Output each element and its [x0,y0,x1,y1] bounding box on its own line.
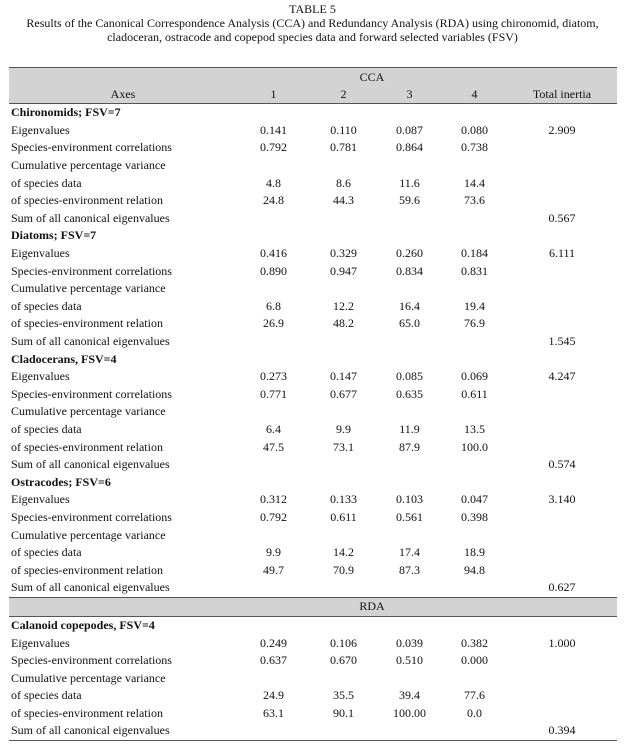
empty-cell [237,280,310,298]
group-4-correlations-row [9,509,617,527]
group-3-correlations-row [9,386,617,404]
empty-cell [310,104,377,122]
group-2-correlations-row [9,262,617,280]
group-4-species-data-row [9,544,617,562]
group-5-relation-row [9,705,617,723]
group-1-species-data-axis-3-value: 11.6 [399,175,420,190]
group-2-cumulative-label: Cumulative percentage variance [11,281,166,296]
group-2-relation-row [9,315,617,333]
group-5-species-data-axis-2-value: 35.5 [333,688,354,703]
group-4-species-data-axis-3-value: 17.4 [399,545,420,560]
empty-cell [377,350,442,368]
empty-cell [377,403,442,421]
group-2-relation-axis-3-value: 65.0 [399,316,420,331]
group-2-eigenvalues-axis-1-value: 0.416 [260,246,287,261]
group-2-relation-label: of species-environment relation [11,316,163,331]
empty-cell [237,104,310,122]
band-spacer [507,68,617,87]
group-1-species-data-label: of species data [11,175,82,190]
table-caption [0,0,625,44]
group-2-eigenvalues-total-value: 6.111 [548,246,576,261]
group-3-relation-label: of species-environment relation [11,439,163,454]
group-5-species-data-axis-4-value: 77.6 [464,688,485,703]
group-3-relation-row [9,438,617,456]
empty-cell [507,473,617,491]
group-4-sum-label: Sum of all canonical eigenvalues [11,580,170,595]
group-2-eigenvalues-axis-4-value: 0.184 [461,246,488,261]
group-5-correlations-row [9,652,617,670]
group-1-species-data-row [9,174,617,192]
axis-4-header: 4 [442,86,507,104]
empty-cell [507,298,617,316]
empty-cell [310,157,377,175]
group-2-sum-value: 1.545 [548,334,576,349]
empty-cell [237,403,310,421]
empty-cell [377,669,442,687]
cca-band-row [9,68,617,87]
group-5-correlations-axis-3-value: 0.510 [396,653,423,668]
group-3-correlations-axis-1-value: 0.771 [260,386,287,401]
empty-cell [507,561,617,579]
empty-cell [442,210,507,228]
empty-cell [310,616,377,634]
empty-cell [507,616,617,634]
group-3-relation-axis-2-value: 73.1 [333,439,354,454]
group-5-eigenvalues-total-value: 1.000 [548,635,576,650]
group-4-correlations-label: Species-environment correlations [11,509,172,524]
group-2-relation-axis-1-value: 26.9 [263,316,284,331]
group-1-correlations-row [9,139,617,157]
group-3-species-data-label: of species data [11,421,82,436]
empty-cell [377,526,442,544]
group-3-sum-row [9,456,617,474]
axes-header: Axes [9,86,237,104]
group-1-sum-label: Sum of all canonical eigenvalues [11,210,170,225]
group-5-relation-axis-2-value: 90.1 [333,705,354,720]
group-5-eigenvalues-row [9,634,617,652]
empty-cell [310,280,377,298]
empty-cell [442,526,507,544]
group-1-species-data-axis-4-value: 14.4 [464,175,485,190]
group-5-species-data-axis-1-value: 24.9 [263,688,284,703]
rda-band-row [9,597,617,616]
rda-section-header: RDA [237,597,507,616]
empty-cell [237,722,310,740]
empty-cell [507,652,617,670]
group-3-sum-label: Sum of all canonical eigenvalues [11,457,170,472]
group-5-relation-axis-4-value: 0.0 [467,705,482,720]
group-1-eigenvalues-label: Eigenvalues [11,122,70,137]
group-1-cumulative-row [9,157,617,175]
band-spacer [507,597,617,616]
empty-cell [507,403,617,421]
group-1-name: Chironomids; FSV=7 [11,105,121,120]
group-5-species-data-axis-3-value: 39.4 [399,688,420,703]
total-inertia-header: Total inertia [507,86,617,104]
empty-cell [507,280,617,298]
group-5-sum-row [9,722,617,740]
group-3-name-row [9,350,617,368]
group-1-eigenvalues-axis-2-value: 0.110 [330,122,357,137]
group-1-name-row [9,104,617,122]
group-4-name: Ostracodes; FSV=6 [11,474,111,489]
group-1-relation-axis-4-value: 73.6 [464,193,485,208]
group-5-eigenvalues-axis-1-value: 0.249 [260,635,287,650]
group-2-species-data-axis-3-value: 16.4 [399,298,420,313]
empty-cell [507,421,617,439]
empty-cell [442,104,507,122]
group-5-name: Calanoid copepodes, FSV=4 [11,617,155,632]
empty-cell [442,456,507,474]
group-1-cumulative-label: Cumulative percentage variance [11,158,166,173]
group-3-eigenvalues-label: Eigenvalues [11,369,70,384]
empty-cell [237,227,310,245]
group-5-correlations-axis-4-value: 0.000 [461,653,488,668]
empty-cell [507,262,617,280]
group-1-correlations-axis-3-value: 0.864 [396,140,423,155]
empty-cell [310,669,377,687]
group-4-sum-value: 0.627 [548,580,576,595]
group-3-correlations-axis-4-value: 0.611 [461,386,488,401]
group-2-species-data-row [9,298,617,316]
results-table [9,67,617,741]
group-4-relation-row [9,561,617,579]
group-4-eigenvalues-axis-1-value: 0.312 [260,492,287,507]
empty-cell [507,192,617,210]
empty-cell [377,333,442,351]
empty-cell [377,227,442,245]
empty-cell [237,157,310,175]
group-3-correlations-axis-3-value: 0.635 [396,386,423,401]
empty-cell [507,350,617,368]
group-3-species-data-axis-2-value: 9.9 [336,421,351,436]
group-5-cumulative-row [9,669,617,687]
group-2-cumulative-row [9,280,617,298]
group-3-correlations-axis-2-value: 0.677 [330,386,357,401]
empty-cell [310,456,377,474]
group-4-correlations-axis-2-value: 0.611 [330,509,357,524]
group-3-sum-value: 0.574 [548,457,576,472]
empty-cell [507,669,617,687]
group-3-cumulative-label: Cumulative percentage variance [11,404,166,419]
group-4-eigenvalues-row [9,491,617,509]
empty-cell [310,473,377,491]
group-2-relation-axis-4-value: 76.9 [464,316,485,331]
empty-cell [310,333,377,351]
empty-cell [442,722,507,740]
empty-cell [442,350,507,368]
group-5-relation-axis-3-value: 100.00 [393,705,426,720]
group-1-eigenvalues-axis-4-value: 0.080 [461,122,488,137]
group-1-correlations-label: Species-environment correlations [11,140,172,155]
empty-cell [507,705,617,723]
group-2-eigenvalues-label: Eigenvalues [11,246,70,261]
group-1-eigenvalues-total-value: 2.909 [548,122,576,137]
cca-section-header: CCA [237,68,507,87]
axis-2-header: 2 [310,86,377,104]
group-1-species-data-axis-1-value: 4.8 [266,175,281,190]
group-4-eigenvalues-axis-4-value: 0.047 [461,492,488,507]
group-4-cumulative-label: Cumulative percentage variance [11,527,166,542]
group-3-relation-axis-4-value: 100.0 [461,439,488,454]
group-4-name-row [9,473,617,491]
band-spacer [9,597,237,616]
empty-cell [377,616,442,634]
group-2-sum-label: Sum of all canonical eigenvalues [11,334,170,349]
empty-cell [310,579,377,597]
group-5-sum-value: 0.394 [507,722,617,740]
group-4-relation-axis-4-value: 94.8 [464,562,485,577]
empty-cell [442,669,507,687]
group-5-name-row [9,616,617,634]
axes-header-row [9,86,617,104]
group-2-correlations-axis-1-value: 0.890 [260,263,287,278]
empty-cell [442,579,507,597]
empty-cell [237,669,310,687]
group-5-eigenvalues-axis-2-value: 0.106 [330,635,357,650]
group-4-eigenvalues-axis-3-value: 0.103 [396,492,423,507]
group-4-relation-axis-1-value: 49.7 [263,562,284,577]
group-5-correlations-axis-2-value: 0.670 [330,653,357,668]
group-1-correlations-axis-2-value: 0.781 [330,140,357,155]
empty-cell [507,315,617,333]
group-1-species-data-axis-2-value: 8.6 [336,175,351,190]
group-2-correlations-axis-4-value: 0.831 [461,263,488,278]
group-3-species-data-axis-3-value: 11.9 [399,421,420,436]
group-2-species-data-axis-1-value: 6.8 [266,298,281,313]
group-3-species-data-axis-1-value: 6.4 [266,421,281,436]
group-4-eigenvalues-axis-2-value: 0.133 [330,492,357,507]
group-3-eigenvalues-axis-3-value: 0.085 [396,369,423,384]
empty-cell [442,403,507,421]
group-4-relation-axis-2-value: 70.9 [333,562,354,577]
group-3-species-data-row [9,421,617,439]
group-4-species-data-axis-1-value: 9.9 [266,545,281,560]
group-1-eigenvalues-axis-3-value: 0.087 [396,122,423,137]
group-5-species-data-label: of species data [11,688,82,703]
empty-cell [377,280,442,298]
group-5-relation-axis-1-value: 63.1 [263,705,284,720]
group-5-cumulative-label: Cumulative percentage variance [11,670,166,685]
group-1-sum-value: 0.567 [548,210,576,225]
empty-cell [507,438,617,456]
empty-cell [237,579,310,597]
empty-cell [442,157,507,175]
table-title: Results of the Canonical Correspondence Analysis (CCA) and Redundancy Analysis (RDA) using chironomid, diatom, cladoceran, ostracode and copepod species data and forward selected variables (FSV) [26,16,599,44]
group-3-relation-axis-1-value: 47.5 [263,439,284,454]
group-1-eigenvalues-axis-1-value: 0.141 [260,122,287,137]
group-3-correlations-label: Species-environment correlations [11,386,172,401]
empty-cell [442,333,507,351]
group-2-species-data-label: of species data [11,298,82,313]
empty-cell [507,139,617,157]
group-2-eigenvalues-axis-2-value: 0.329 [330,246,357,261]
group-4-correlations-axis-1-value: 0.792 [260,509,287,524]
empty-cell [310,403,377,421]
group-3-name: Cladocerans, FSV=4 [11,351,117,366]
empty-cell [237,350,310,368]
empty-cell [237,333,310,351]
empty-cell [442,473,507,491]
empty-cell [507,687,617,705]
group-4-relation-label: of species-environment relation [11,562,163,577]
empty-cell [507,509,617,527]
empty-cell [237,526,310,544]
group-5-species-data-row [9,687,617,705]
empty-cell [377,210,442,228]
group-4-sum-row [9,579,617,597]
group-5-correlations-label: Species-environment correlations [11,653,172,668]
empty-cell [442,227,507,245]
group-5-relation-label: of species-environment relation [11,705,163,720]
group-3-species-data-axis-4-value: 13.5 [464,421,485,436]
empty-cell [507,157,617,175]
empty-cell [507,174,617,192]
group-4-cumulative-row [9,526,617,544]
empty-cell [377,722,442,740]
group-2-name: Diatoms; FSV=7 [11,228,97,243]
group-1-relation-row [9,192,617,210]
results-table-body [9,68,617,741]
group-3-eigenvalues-total-value: 4.247 [548,369,576,384]
group-1-eigenvalues-row [9,122,617,140]
group-5-eigenvalues-axis-3-value: 0.039 [396,635,423,650]
empty-cell [442,616,507,634]
empty-cell [237,616,310,634]
group-1-relation-label: of species-environment relation [11,193,163,208]
empty-cell [237,210,310,228]
group-4-relation-axis-3-value: 87.3 [399,562,420,577]
group-2-species-data-axis-2-value: 12.2 [333,298,354,313]
group-3-cumulative-row [9,403,617,421]
group-2-correlations-label: Species-environment correlations [11,263,172,278]
group-2-species-data-axis-4-value: 19.4 [464,298,485,313]
group-2-correlations-axis-3-value: 0.834 [396,263,423,278]
empty-cell [377,157,442,175]
group-3-eigenvalues-axis-4-value: 0.069 [461,369,488,384]
group-2-sum-row [9,333,617,351]
axis-3-header: 3 [377,86,442,104]
group-3-relation-axis-3-value: 87.9 [399,439,420,454]
empty-cell [237,456,310,474]
group-4-eigenvalues-total-value: 3.140 [548,492,576,507]
group-1-relation-axis-2-value: 44.3 [333,193,354,208]
empty-cell [507,104,617,122]
group-2-eigenvalues-row [9,245,617,263]
group-1-relation-axis-3-value: 59.6 [399,193,420,208]
group-4-species-data-axis-4-value: 18.9 [464,545,485,560]
band-spacer [9,68,237,87]
group-2-correlations-axis-2-value: 0.947 [330,263,357,278]
group-1-correlations-axis-1-value: 0.792 [260,140,287,155]
empty-cell [507,526,617,544]
group-2-relation-axis-2-value: 48.2 [333,316,354,331]
empty-cell [377,104,442,122]
empty-cell [310,210,377,228]
axis-1-header: 1 [237,86,310,104]
empty-cell [507,544,617,562]
group-3-eigenvalues-axis-2-value: 0.147 [330,369,357,384]
group-4-correlations-axis-4-value: 0.398 [461,509,488,524]
empty-cell [310,350,377,368]
group-5-eigenvalues-label: Eigenvalues [11,635,70,650]
empty-cell [377,473,442,491]
empty-cell [237,473,310,491]
group-1-relation-axis-1-value: 24.8 [263,193,284,208]
empty-cell [507,386,617,404]
group-1-sum-row [9,210,617,228]
group-3-eigenvalues-row [9,368,617,386]
empty-cell [507,227,617,245]
group-5-eigenvalues-axis-4-value: 0.382 [461,635,488,650]
empty-cell [310,526,377,544]
empty-cell [310,227,377,245]
group-1-correlations-axis-4-value: 0.738 [461,140,488,155]
group-2-eigenvalues-axis-3-value: 0.260 [396,246,423,261]
group-5-correlations-axis-1-value: 0.637 [260,653,287,668]
empty-cell [377,579,442,597]
table-label: TABLE 5 [289,2,336,16]
group-5-sum-label: Sum of all canonical eigenvalues [9,722,237,740]
group-4-species-data-axis-2-value: 14.2 [333,545,354,560]
empty-cell [442,280,507,298]
group-3-eigenvalues-axis-1-value: 0.273 [260,369,287,384]
group-4-species-data-label: of species data [11,545,82,560]
empty-cell [377,456,442,474]
group-4-eigenvalues-label: Eigenvalues [11,492,70,507]
group-2-name-row [9,227,617,245]
group-4-correlations-axis-3-value: 0.561 [396,509,423,524]
empty-cell [310,722,377,740]
